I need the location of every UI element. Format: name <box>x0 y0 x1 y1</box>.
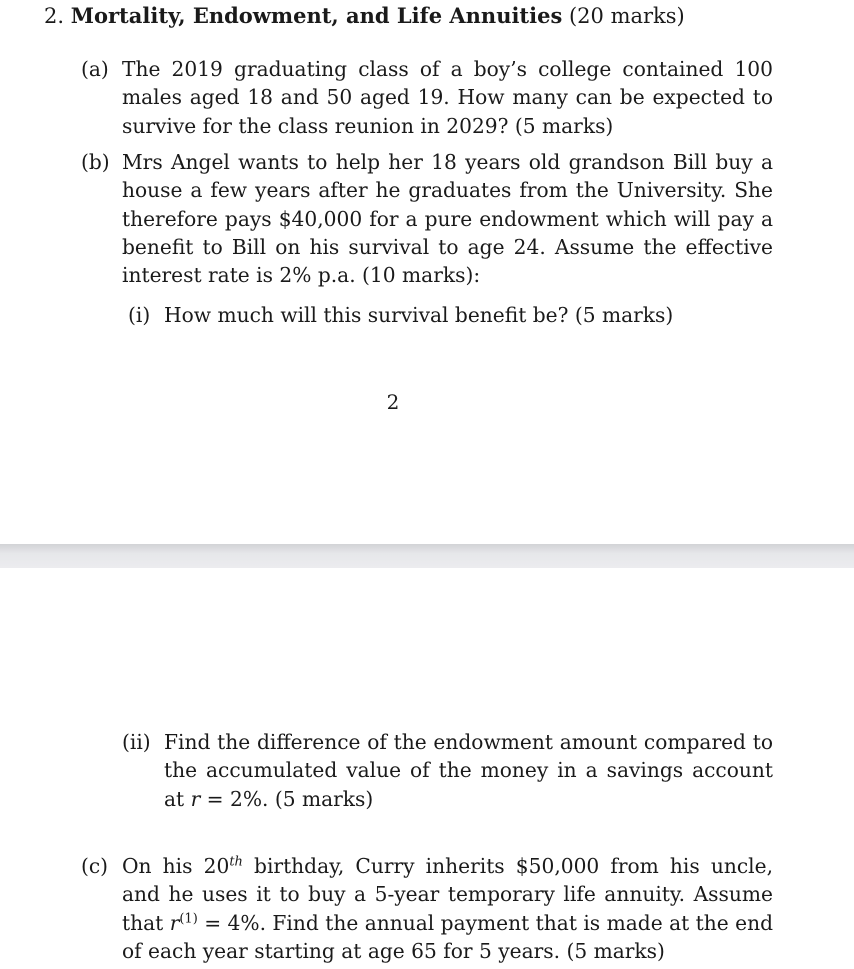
part-b-ii <box>122 728 775 816</box>
part-b-ii-label: (ii) <box>122 730 151 754</box>
part-b-ii-var: r <box>190 786 201 811</box>
part-c-var-sup: (1) <box>179 910 198 926</box>
part-c-text-3: = 4%. Find the annual payment that is made at the end of each year starting at age 65 for 5 years. (5 marks) <box>122 910 773 963</box>
part-c-text-2: birthday, Curry inherits $50,000 from his uncle, and he uses it to buy a 5-year temporary life annuity. Assume that <box>122 854 773 935</box>
part-b-i <box>128 301 778 331</box>
part-c-label: (c) <box>81 854 109 878</box>
part-c-var: r <box>169 910 180 935</box>
part-c-text-1: On his 20 <box>122 854 230 878</box>
part-b-ii-text-before: Find the difference of the endowment amount compared to the accumulated value of the money in a savings account at <box>164 730 773 811</box>
page-separator <box>0 544 854 568</box>
part-b-label: (b) <box>81 150 110 174</box>
part-b <box>81 148 775 294</box>
part-a-text: The 2019 graduating class of a boy’s college contained 100 males aged 18 and 50 aged 19. How many can be expected to survive for the class reunion in 2029? (5 marks) <box>122 57 773 138</box>
part-a <box>81 55 775 141</box>
part-b-i-text: How much will this survival benefit be? (5 marks) <box>164 303 674 327</box>
part-b-text: Mrs Angel wants to help her 18 years old grandson Bill buy a house a few years after he graduates from the University. She therefore pays $40,000 for a pure endowment which will pay a benefit to Bill on his survival to age 24. Assume the effective interest rate is 2% p.a. (10 marks): <box>122 150 773 288</box>
part-c-text <box>122 852 773 965</box>
document-page-2 <box>0 568 854 969</box>
question-number: 2. <box>44 4 65 28</box>
part-b-i-label: (i) <box>128 303 151 327</box>
part-a-label: (a) <box>81 57 109 81</box>
part-b-ii-text <box>164 728 773 813</box>
question-heading <box>44 2 685 30</box>
part-c-sup: th <box>229 854 243 870</box>
question-title: Mortality, Endowment, and Life Annuities <box>70 3 563 28</box>
part-b-ii-text-after: = 2%. (5 marks) <box>200 786 374 811</box>
part-c <box>81 852 775 968</box>
page-number: 2 <box>386 390 400 414</box>
question-marks: (20 marks) <box>568 4 685 28</box>
